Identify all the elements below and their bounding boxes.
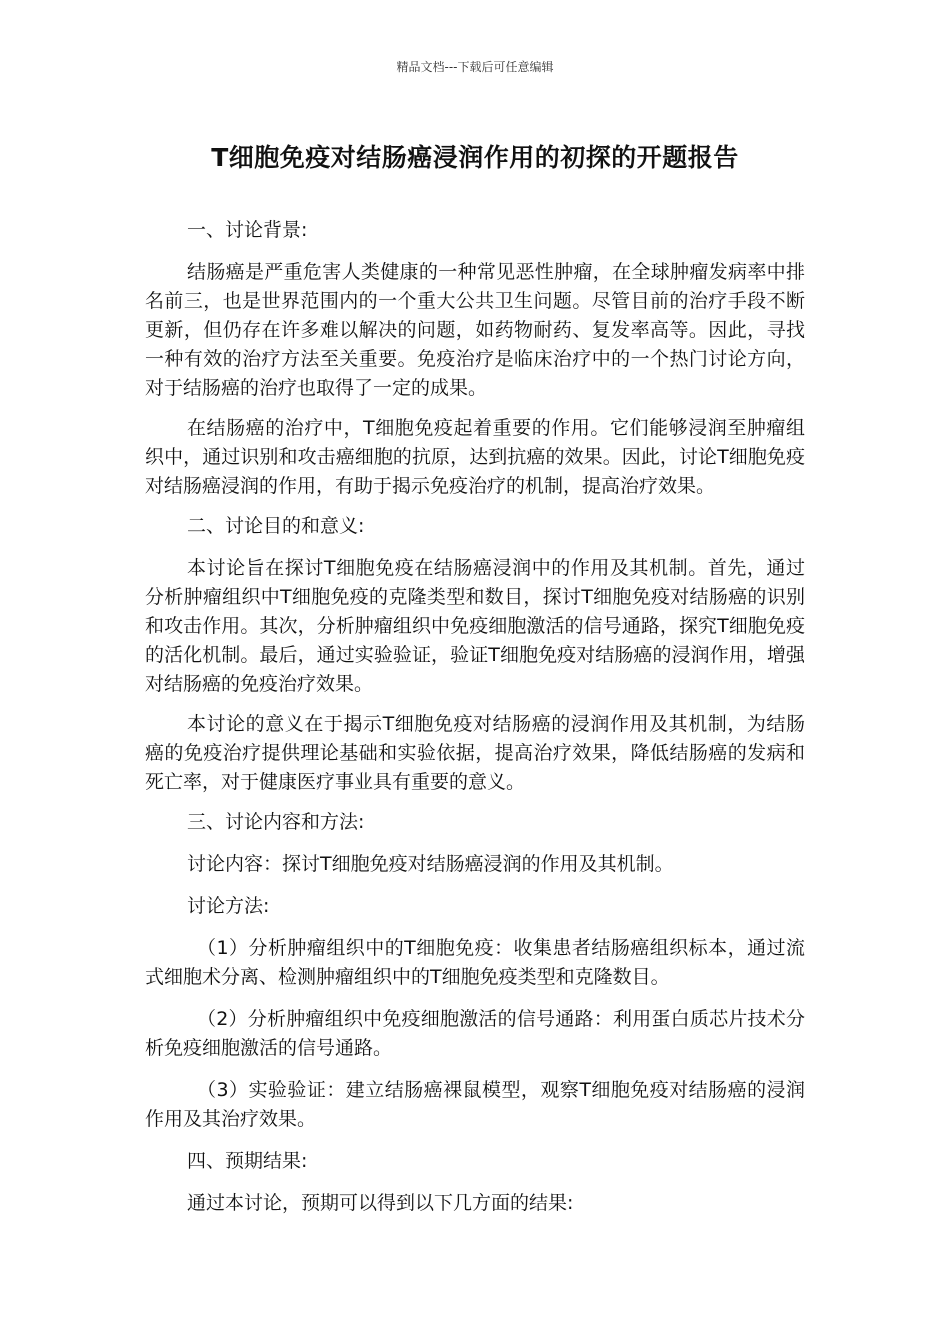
document-title: T细胞免疫对结肠癌浸润作用的初探的开题报告 xyxy=(211,143,739,172)
paragraph-background-2: 在结肠癌的治疗中，T细胞免疫起着重要的作用。它们能够浸润至肿瘤组织中，通过识别和攻击癌细胞的抗原，达到抗癌的效果。因此，讨论T细胞免疫对结肠癌浸润的作用，有助于揭示免疫治疗的机制，提高治疗效果。 xyxy=(145,417,805,497)
paragraph-purpose-2: 本讨论的意义在于揭示T细胞免疫对结肠癌的浸润作用及其机制，为结肠癌的免疫治疗提供理论基础和实验依据，提高治疗效果，降低结肠癌的发病和死亡率，对于健康医疗事业具有重要的意义。 xyxy=(145,713,805,793)
paragraph-background-1: 结肠癌是严重危害人类健康的一种常见恶性肿瘤，在全球肿瘤发病率中排名前三，也是世界范围内的一个重大公共卫生问题。尽管目前的治疗手段不断更新，但仍存在许多难以解决的问题，如药物耐药、复发率高等。因此，寻找一种有效的治疗方法至关重要。免疫治疗是临床治疗中的一个热门讨论方向，对于结肠癌的治疗也取得了一定的成果。 xyxy=(145,261,805,399)
paragraph-purpose-1: 本讨论旨在探讨T细胞免疫在结肠癌浸润中的作用及其机制。首先，通过分析肿瘤组织中T细胞免疫的克隆类型和数目，探讨T细胞免疫对结肠癌的识别和攻击作用。其次，分析肿瘤组织中免疫细胞激活的信号通路，探究T细胞免疫的活化机制。最后，通过实验验证，验证T细胞免疫对结肠癌的浸润作用，增强对结肠癌的免疫治疗效果。 xyxy=(145,557,805,695)
paragraph-content: 讨论内容：探讨T细胞免疫对结肠癌浸润的作用及其机制。 xyxy=(187,853,674,875)
method-item-3: （3）实验验证：建立结肠癌裸鼠模型，观察T细胞免疫对结肠癌的浸润作用及其治疗效果。 xyxy=(145,1079,805,1130)
page-header-note: 精品文档---下载后可任意编辑 xyxy=(396,60,554,74)
method-item-2: （2）分析肿瘤组织中免疫细胞激活的信号通路：利用蛋白质芯片技术分析免疫细胞激活的信号通路。 xyxy=(145,1008,805,1059)
section-heading-content: 三、讨论内容和方法: xyxy=(187,811,365,833)
section-heading-background: 一、讨论背景: xyxy=(187,219,308,241)
paragraph-results-1: 通过本讨论，预期可以得到以下几方面的结果: xyxy=(187,1192,574,1214)
section-heading-results: 四、预期结果: xyxy=(187,1150,308,1172)
document-body xyxy=(145,216,805,1229)
method-item-1: （1）分析肿瘤组织中的T细胞免疫：收集患者结肠癌组织标本，通过流式细胞术分离、检测肿瘤组织中的T细胞免疫类型和克隆数目。 xyxy=(145,937,805,988)
section-heading-purpose: 二、讨论目的和意义: xyxy=(187,515,365,537)
method-label: 讨论方法: xyxy=(187,895,270,917)
